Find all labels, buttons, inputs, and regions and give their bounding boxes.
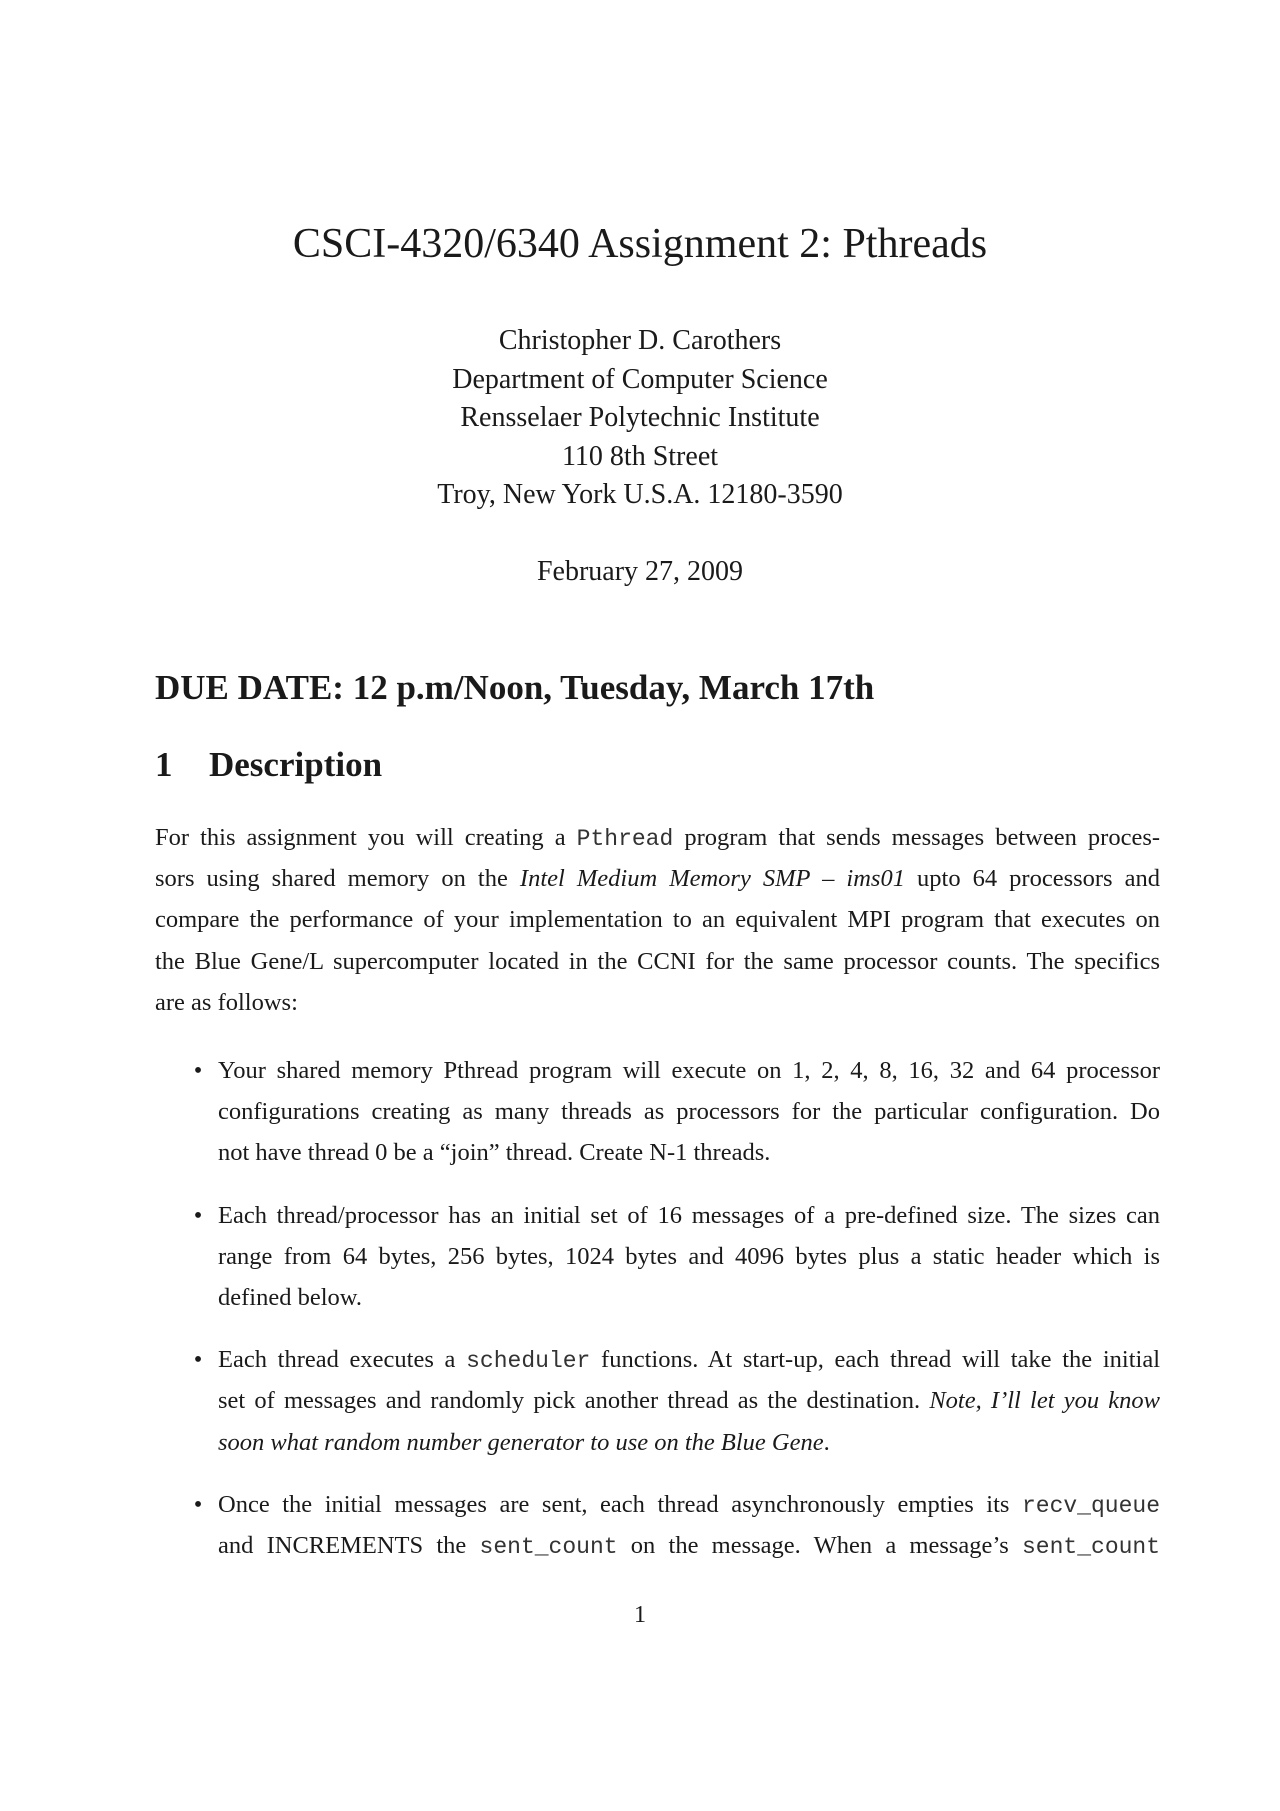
page-number: 1: [633, 1601, 647, 1628]
bullet-list: [155, 1050, 1160, 1587]
intro-line-3: compare the performance of your implementation to an equivalent MPI program that executes on: [155, 906, 1160, 934]
bullet-icon: •: [193, 1490, 203, 1518]
document-title: CSCI-4320/6340 Assignment 2: Pthreads: [292, 221, 988, 267]
due-date-heading: DUE DATE: 12 p.m/Noon, Tuesday, March 17th: [155, 668, 875, 707]
intro-line-2: sors using shared memory on the Intel Medium Memory SMP – ims01 upto 64 processors and: [155, 865, 1161, 893]
code-scheduler: scheduler: [466, 1348, 591, 1375]
intro-paragraph: [155, 817, 1160, 1023]
bullet-icon: •: [193, 1057, 203, 1084]
bullet-icon: •: [193, 1346, 203, 1374]
code-sent-count: sent_count: [479, 1533, 618, 1560]
list-item: • Each thread executes a scheduler functions. At start-up, each thread will take the initial set of messages and randomly pick another thread as the destination. Note, I’ll let you know soon what random number generator to use on the Blue Gene.: [155, 1339, 1160, 1463]
list-item: • Once the initial messages are sent, each thread asynchronously empties its recv_queue and INCREMENTS the sent_count on the message. When a message’s sent_count: [155, 1484, 1160, 1566]
machine-name: Intel Medium Memory SMP – ims01: [519, 865, 905, 893]
author-block: [0, 322, 1280, 515]
author-street: 110 8th Street: [561, 440, 719, 472]
author-name: Christopher D. Carothers: [498, 325, 782, 356]
intro-line-1: For this assignment you will creating a Pthread program that sends messages between proces-: [155, 824, 1161, 852]
intro-line-5: are as follows:: [155, 988, 298, 1016]
section-title: Description: [209, 745, 383, 784]
bullet-icon: •: [193, 1201, 203, 1229]
code-recv-queue: recv_queue: [1021, 1492, 1160, 1519]
section-number: 1: [155, 745, 173, 784]
list-item: • Your shared memory Pthread program will execute on 1, 2, 4, 8, 16, 32 and 64 processor configurations creating as many threads as processors for the particular configuration. Do not have thread 0 be a “join” thread. Create N-1 threads.: [155, 1050, 1160, 1174]
document-date: February 27, 2009: [536, 556, 744, 587]
list-item: • Each thread/processor has an initial set of 16 messages of a pre-defined size. The sizes can range from 64 bytes, 256 bytes, 1024 bytes and 4096 bytes plus a static header which is defined below.: [155, 1195, 1160, 1319]
code-sent-count: sent_count: [1022, 1533, 1161, 1560]
author-institution: Rensselaer Polytechnic Institute: [460, 402, 820, 433]
author-city: Troy, New York U.S.A. 12180-3590: [437, 479, 843, 510]
section-heading: [155, 743, 382, 787]
code-pthread: Pthread: [576, 826, 674, 852]
author-department: Department of Computer Science: [452, 363, 828, 395]
intro-line-4: the Blue Gene/L supercomputer located in the CCNI for the same processor counts. The specifics: [155, 947, 1160, 975]
